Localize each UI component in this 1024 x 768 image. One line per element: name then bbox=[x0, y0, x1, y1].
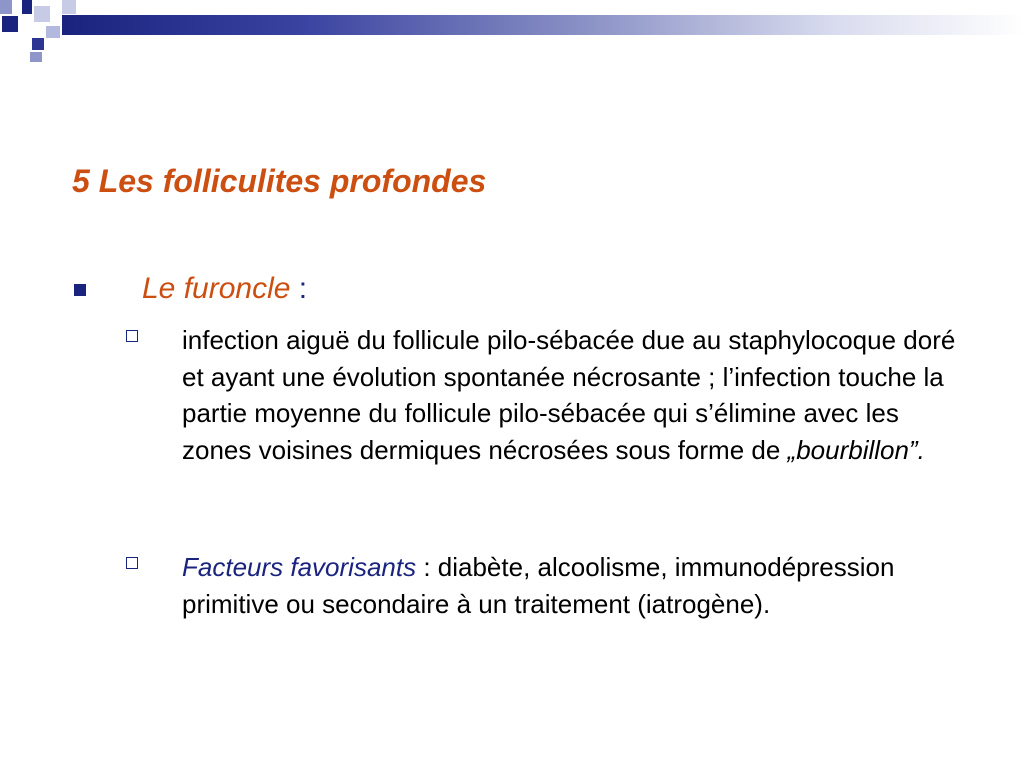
factors-text: : diabète, alcoolisme, immunodépression primitive ou secondaire à un traitement (iatrogène). bbox=[182, 552, 895, 619]
sub-bullet-factors bbox=[120, 549, 980, 659]
bullet-text bbox=[142, 272, 307, 306]
decor-square bbox=[46, 26, 60, 38]
sub-bullet-text bbox=[182, 549, 972, 622]
sub-bullet-definition bbox=[120, 322, 980, 542]
hollow-square-bullet-icon bbox=[126, 557, 138, 569]
decor-square bbox=[0, 0, 12, 14]
decor-square bbox=[22, 0, 32, 14]
bullet-heading: Le furoncle bbox=[142, 272, 291, 305]
decor-square bbox=[34, 6, 50, 22]
definition-text: infection aiguë du follicule pilo-sébacée due au staphylocoque doré et ayant une évolution spontanée nécrosante ; l’infection touche la partie moyenne du follicule pilo-sébacée qui s’élimine avec les zones voisines dermiques nécrosées sous forme de bbox=[182, 325, 956, 465]
decor-square bbox=[2, 16, 18, 32]
decor-square bbox=[30, 52, 42, 62]
bullet-item-furoncle bbox=[72, 272, 972, 312]
hollow-square-bullet-icon bbox=[126, 330, 138, 342]
definition-emphasis: „bourbillon”. bbox=[787, 434, 925, 465]
decor-square bbox=[62, 0, 76, 14]
slide-title: 5 Les folliculites profondes bbox=[72, 163, 487, 199]
factors-label: Facteurs favorisants bbox=[182, 552, 417, 582]
header-gradient-bar bbox=[62, 15, 1024, 35]
filled-square-bullet-icon bbox=[74, 284, 86, 296]
decor-square bbox=[32, 38, 44, 50]
sub-bullet-text bbox=[182, 322, 972, 468]
decor-square bbox=[12, 0, 22, 14]
decor-square bbox=[18, 22, 30, 34]
bullet-colon: : bbox=[290, 272, 308, 305]
